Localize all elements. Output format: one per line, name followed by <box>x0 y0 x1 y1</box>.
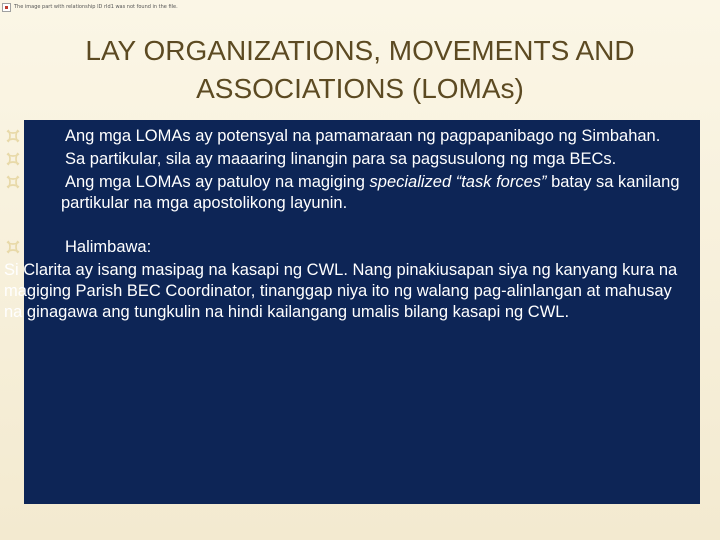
slide-title-line-2: ASSOCIATIONS (LOMAs) <box>196 73 524 104</box>
bullet-text <box>61 173 680 212</box>
bullet-x-icon <box>4 127 22 145</box>
bullet-x-icon <box>4 173 22 191</box>
bullet-text-after: batay sa kanilang partikular na mga apostolikong layunin. <box>61 173 680 212</box>
bullet-text-before: Ang mga LOMAs ay patuloy na magiging <box>65 173 370 191</box>
bullet-item-3 <box>0 172 700 214</box>
bullet-text: Sa partikular, sila ay maaaring linangin para sa pagsusulong ng mga BECs. <box>65 150 617 168</box>
example-paragraph <box>0 260 700 323</box>
bullet-item-2 <box>0 149 700 170</box>
slide-title-line-1: LAY ORGANIZATIONS, MOVEMENTS AND <box>85 35 635 66</box>
broken-image-icon <box>2 3 11 12</box>
bullet-x-icon <box>4 238 22 256</box>
broken-image-notice <box>2 1 232 13</box>
bullet-item-example <box>0 237 700 258</box>
bullet-item-1 <box>0 126 700 147</box>
bullet-text-italic: specialized “task forces” <box>369 173 547 191</box>
example-text: Si Clarita ay isang masipag na kasapi ng CWL. Nang pinakiusapan siya ng kanyang kura na magiging Parish BEC Coordinator, tinanggap niya ito ng walang pag-alinlangan at mahusay na ginagawa ang tungkulin na hindi kailangang umalis bilang kasapi ng CWL. <box>4 261 678 321</box>
slide-title <box>20 32 700 108</box>
broken-image-message: The image part with relationship ID rId1 was not found in the file. <box>14 4 178 10</box>
spacer <box>0 216 700 237</box>
bullet-text: Ang mga LOMAs ay potensyal na pamamaraan ng pagpapanibago ng Simbahan. <box>65 127 661 145</box>
bullet-list <box>0 126 700 323</box>
bullet-x-icon <box>4 150 22 168</box>
example-label: Halimbawa: <box>65 238 152 256</box>
